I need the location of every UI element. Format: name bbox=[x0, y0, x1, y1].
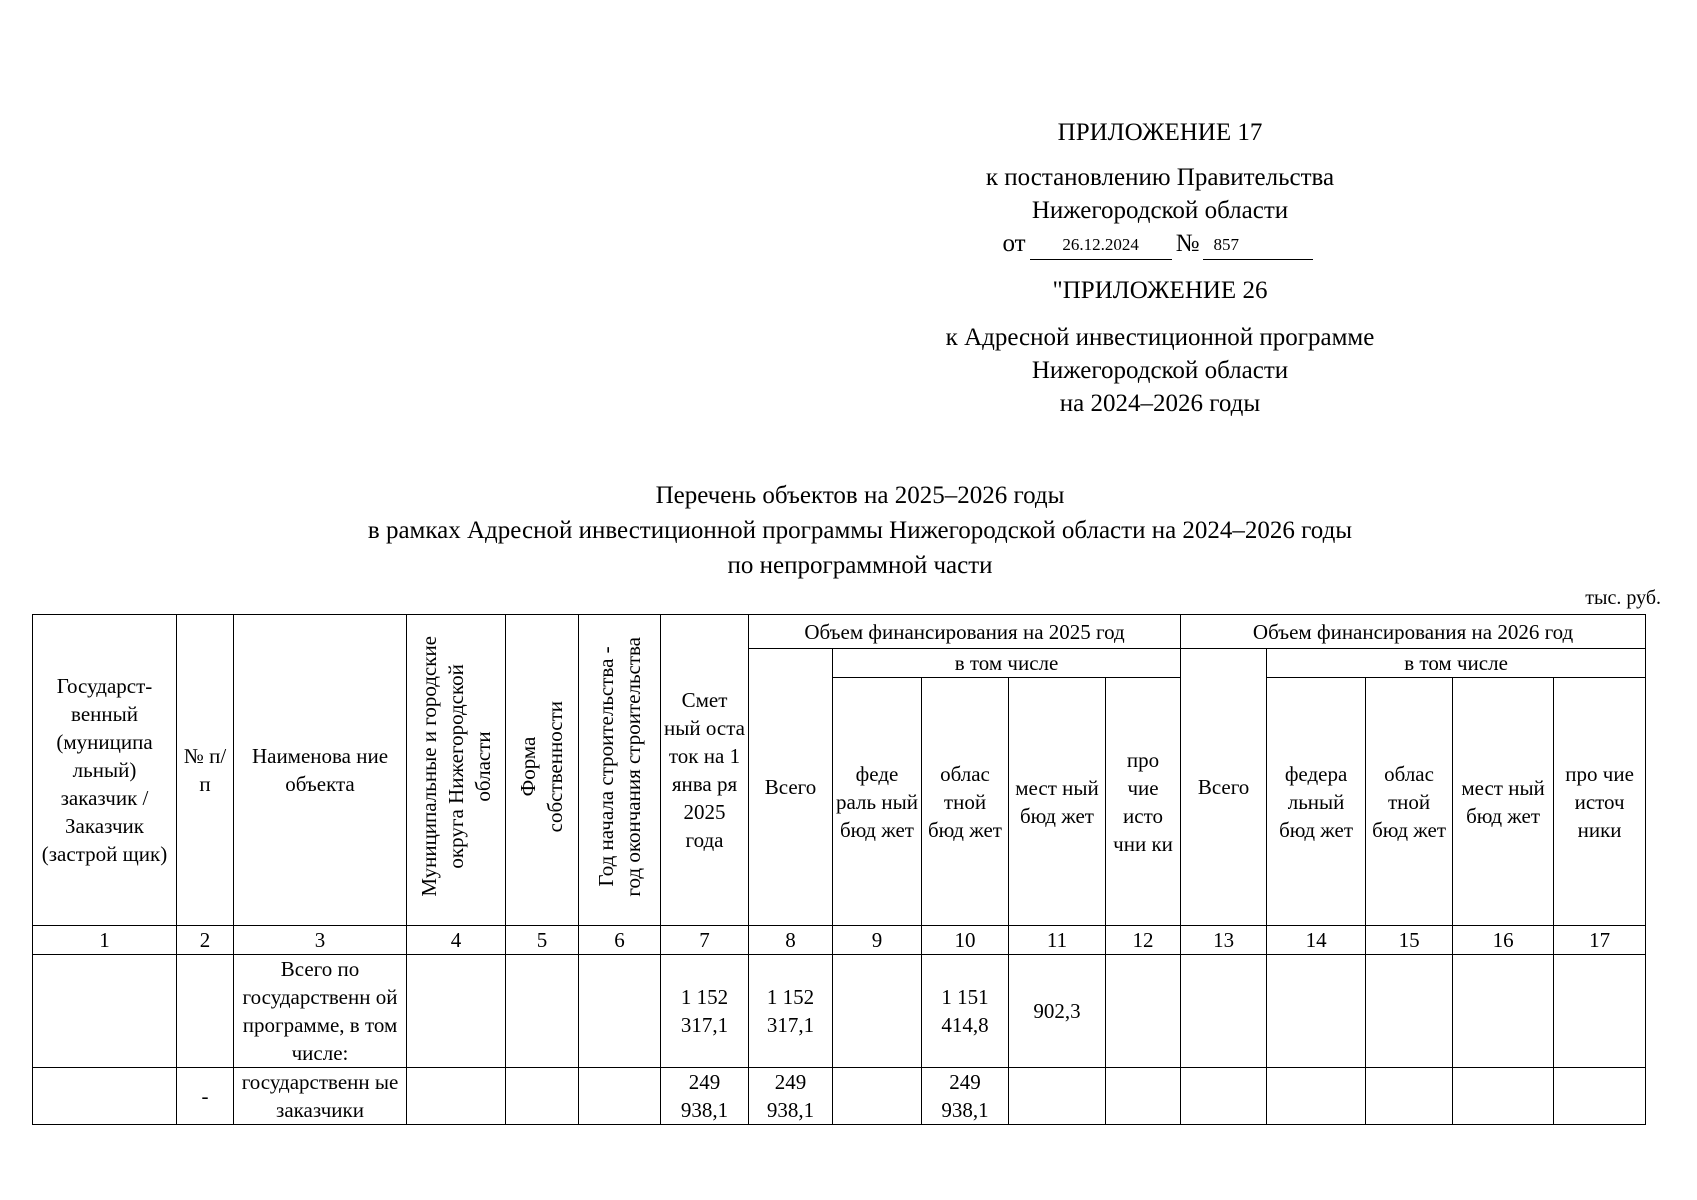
header-object-name: Наименова ние объекта bbox=[234, 615, 407, 926]
cell-object-name: Всего по государственн ой программе, в том числе: bbox=[234, 955, 407, 1068]
cell-years bbox=[579, 1068, 661, 1125]
cell-customer bbox=[33, 955, 177, 1068]
program-line-3: на 2024–2026 годы bbox=[1059, 390, 1261, 417]
header-local-2025: мест ный бюд жет bbox=[1009, 678, 1106, 926]
cell-total-2025: 249 938,1 bbox=[749, 1068, 833, 1125]
header-financing-2025: Объем финансирования на 2025 год bbox=[749, 615, 1181, 649]
cell-federal-2025 bbox=[833, 1068, 922, 1125]
table-row bbox=[33, 1068, 1646, 1125]
header-other-2026: про чие источ ники bbox=[1554, 678, 1646, 926]
column-number: 16 bbox=[1453, 926, 1554, 955]
resolution-line-1: к постановлению Правительства bbox=[985, 164, 1335, 191]
cell-estimate: 249 938,1 bbox=[661, 1068, 749, 1125]
cell-ownership bbox=[506, 1068, 579, 1125]
cell-total-2026 bbox=[1181, 1068, 1267, 1125]
column-number: 12 bbox=[1106, 926, 1181, 955]
column-number: 11 bbox=[1009, 926, 1106, 955]
column-number: 2 bbox=[177, 926, 234, 955]
column-number: 10 bbox=[922, 926, 1009, 955]
cell-federal-2025 bbox=[833, 955, 922, 1068]
cell-years bbox=[579, 955, 661, 1068]
column-number: 8 bbox=[749, 926, 833, 955]
header-municipal: Муниципальные и городские округа Нижегородской области bbox=[407, 615, 506, 926]
cell-regional-2026 bbox=[1366, 955, 1453, 1068]
header-local-2026: мест ный бюд жет bbox=[1453, 678, 1554, 926]
table-row bbox=[33, 955, 1646, 1068]
column-number: 9 bbox=[833, 926, 922, 955]
appendix-26-title: "ПРИЛОЖЕНИЕ 26 bbox=[1052, 277, 1268, 304]
header-construction-years: Год начала строительства - год окончания строительства bbox=[579, 615, 661, 926]
column-number: 4 bbox=[407, 926, 506, 955]
cell-number bbox=[177, 955, 234, 1068]
cell-regional-2026 bbox=[1366, 1068, 1453, 1125]
resolution-date-number bbox=[930, 227, 1390, 260]
program-line-2: Нижегородской области bbox=[1031, 357, 1289, 384]
cell-object-name: государственн ые заказчики bbox=[234, 1068, 407, 1125]
cell-municipal bbox=[407, 955, 506, 1068]
resolution-number: 857 bbox=[1203, 235, 1313, 260]
cell-other-2025 bbox=[1106, 955, 1181, 1068]
header-regional-2026: облас тной бюд жет bbox=[1366, 678, 1453, 926]
header-other-2025: про чие исто чни ки bbox=[1106, 678, 1181, 926]
cell-local-2026 bbox=[1453, 955, 1554, 1068]
cell-other-2026 bbox=[1554, 1068, 1646, 1125]
title-line-1: Перечень объектов на 2025–2026 годы bbox=[655, 482, 1065, 509]
column-number-row bbox=[33, 926, 1646, 955]
title-line-3: по непрограммной части bbox=[727, 552, 993, 579]
column-number: 7 bbox=[661, 926, 749, 955]
header-including-2026: в том числе bbox=[1267, 649, 1646, 678]
header-customer: Государст-венный (муниципа льный) заказчик / Заказчик (застрой щик) bbox=[33, 615, 177, 926]
resolution-line-2: Нижегородской области bbox=[1031, 197, 1289, 224]
header-number: № п/п bbox=[177, 615, 234, 926]
column-number: 3 bbox=[234, 926, 407, 955]
header-financing-2026: Объем финансирования на 2026 год bbox=[1181, 615, 1646, 649]
cell-other-2026 bbox=[1554, 955, 1646, 1068]
document-header bbox=[930, 116, 1390, 420]
title-line-2: в рамках Адресной инвестиционной программы Нижегородской области на 2024–2026 годы bbox=[367, 517, 1353, 544]
appendix-title: ПРИЛОЖЕНИЕ 17 bbox=[1057, 119, 1263, 146]
header-row-1 bbox=[33, 615, 1646, 649]
program-line-1: к Адресной инвестиционной программе bbox=[945, 324, 1375, 351]
header-total-2026: Всего bbox=[1181, 649, 1267, 926]
number-label: № bbox=[1175, 230, 1200, 257]
column-number: 1 bbox=[33, 926, 177, 955]
header-federal-2025: феде раль ный бюд жет bbox=[833, 678, 922, 926]
cell-regional-2025: 1 151 414,8 bbox=[922, 955, 1009, 1068]
cell-customer bbox=[33, 1068, 177, 1125]
cell-other-2025 bbox=[1106, 1068, 1181, 1125]
cell-federal-2026 bbox=[1267, 1068, 1366, 1125]
header-total-2025: Всего bbox=[749, 649, 833, 926]
document-title bbox=[230, 478, 1490, 583]
cell-total-2025: 1 152 317,1 bbox=[749, 955, 833, 1068]
header-federal-2026: федера льный бюд жет bbox=[1267, 678, 1366, 926]
resolution-date: 26.12.2024 bbox=[1030, 235, 1172, 260]
cell-local-2025: 902,3 bbox=[1009, 955, 1106, 1068]
header-estimate-balance: Смет ный оста ток на 1 янва ря 2025 года bbox=[661, 615, 749, 926]
cell-regional-2025: 249 938,1 bbox=[922, 1068, 1009, 1125]
cell-municipal bbox=[407, 1068, 506, 1125]
header-including-2025: в том числе bbox=[833, 649, 1181, 678]
units-label: тыс. руб. bbox=[1585, 587, 1661, 609]
cell-local-2025 bbox=[1009, 1068, 1106, 1125]
column-number: 15 bbox=[1366, 926, 1453, 955]
header-regional-2025: облас тной бюд жет bbox=[922, 678, 1009, 926]
cell-estimate: 1 152 317,1 bbox=[661, 955, 749, 1068]
cell-ownership bbox=[506, 955, 579, 1068]
column-number: 17 bbox=[1554, 926, 1646, 955]
cell-number: - bbox=[177, 1068, 234, 1125]
cell-federal-2026 bbox=[1267, 955, 1366, 1068]
column-number: 6 bbox=[579, 926, 661, 955]
column-number: 5 bbox=[506, 926, 579, 955]
cell-total-2026 bbox=[1181, 955, 1267, 1068]
from-label: от bbox=[1002, 230, 1026, 257]
cell-local-2026 bbox=[1453, 1068, 1554, 1125]
column-number: 14 bbox=[1267, 926, 1366, 955]
column-number: 13 bbox=[1181, 926, 1267, 955]
objects-table bbox=[32, 614, 1646, 1125]
header-ownership: Форма собственности bbox=[506, 615, 579, 926]
